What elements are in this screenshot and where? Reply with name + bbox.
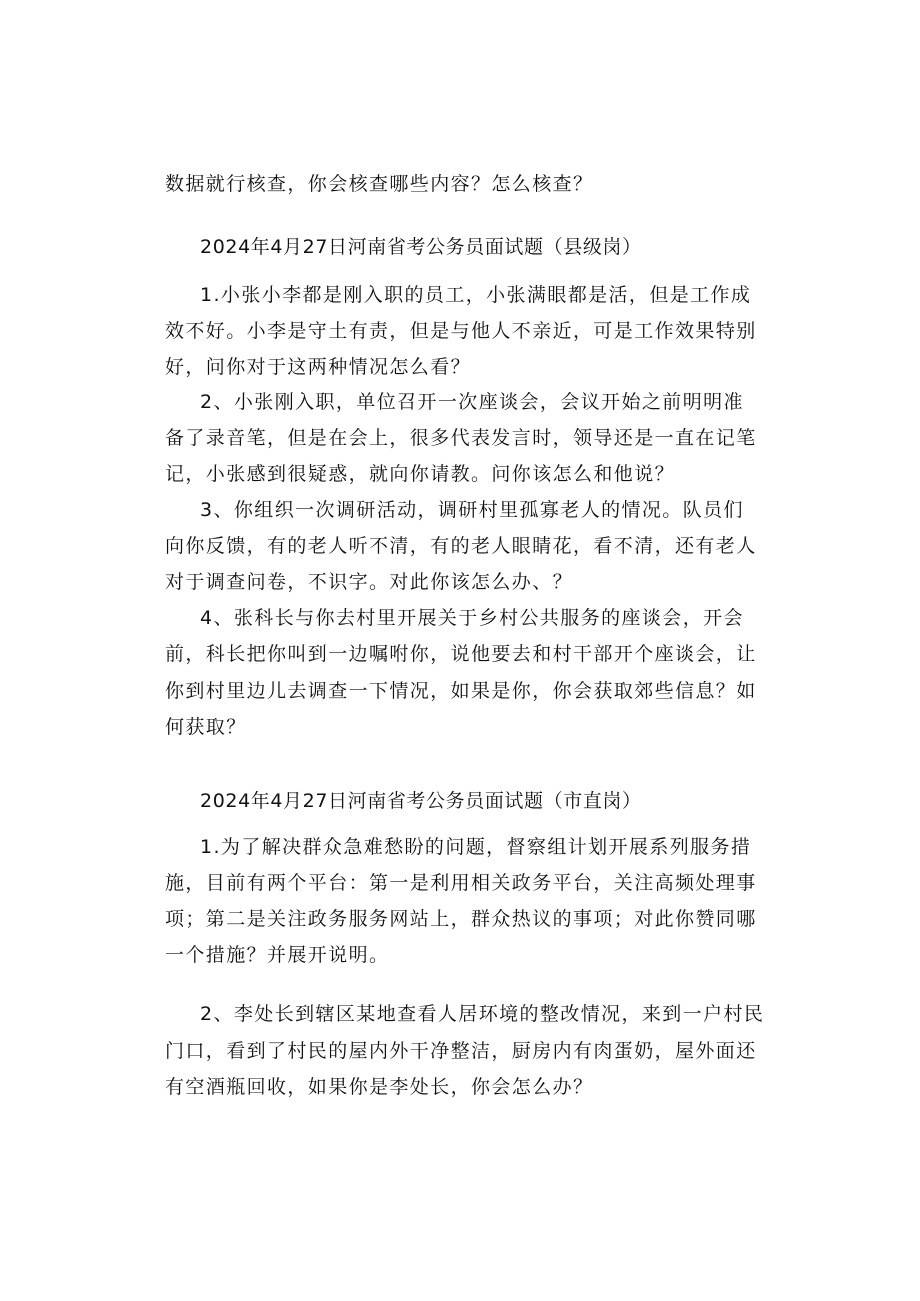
question-line: 好，问你对于这两种情况怎么看？ bbox=[165, 356, 472, 378]
section-heading-city: 2024年4月27日河南省考公务员面试题（市直岗） bbox=[200, 790, 642, 812]
question-line: 前，科长把你叫到一边嘱咐你，说他要去和村干部开个座谈会，让 bbox=[165, 643, 757, 665]
question-line: 1.小张小李都是刚入职的员工，小张满眼都是活，但是工作成 bbox=[200, 284, 752, 306]
question-line: 你到村里边儿去调查一下情况，如果是你，你会获取郊些信息？如 bbox=[165, 680, 757, 702]
question-line: 何获取？ bbox=[165, 716, 247, 738]
intro-line: 数据就行核查，你会核查哪些内容？怎么核查？ bbox=[165, 173, 594, 195]
question-line: 2、李处长到辖区某地查看人居环境的整改情况，来到一户村民 bbox=[200, 1003, 765, 1025]
question-line: 4、张科长与你去村里开展关于乡村公共服务的座谈会，开会 bbox=[200, 607, 744, 629]
question-line: 备了录音笔，但是在会上，很多代表发言时，领导还是一直在记笔 bbox=[165, 427, 757, 449]
question-line: 2、小张刚入职，单位召开一次座谈会，会议开始之前明明准 bbox=[200, 391, 744, 413]
question-line: 记，小张感到很疑惑，就向你请教。问你该怎么和他说？ bbox=[165, 463, 676, 485]
question-line: 施，目前有两个平台：第一是利用相关政务平台，关注高频处理事 bbox=[165, 872, 757, 894]
question-line: 3、你组织一次调研活动，调研村里孤寡老人的情况。队员们 bbox=[200, 499, 744, 521]
question-line: 效不好。小李是守土有责，但是与他人不亲近，可是工作效果特别 bbox=[165, 320, 757, 342]
question-line: 门口，看到了村民的屋内外干净整洁，厨房内有肉蛋奶，屋外面还 bbox=[165, 1040, 757, 1062]
question-line: 项；第二是关注政务服务网站上，群众热议的事项；对此你赞同哪 bbox=[165, 908, 757, 930]
question-line: 1.为了解决群众急难愁盼的问题，督察组计划开展系列服务措 bbox=[200, 836, 752, 858]
question-line: 对于调查问卷，不识字。对此你该怎么办、？ bbox=[165, 571, 574, 593]
section-heading-county: 2024年4月27日河南省考公务员面试题（县级岗） bbox=[200, 236, 642, 258]
question-line: 有空酒瓶回收，如果你是李处长，你会怎么办？ bbox=[165, 1076, 594, 1098]
question-line: 向你反馈，有的老人听不清，有的老人眼睛花，看不清，还有老人 bbox=[165, 535, 757, 557]
question-line: 一个措施？并展开说明。 bbox=[165, 944, 390, 966]
